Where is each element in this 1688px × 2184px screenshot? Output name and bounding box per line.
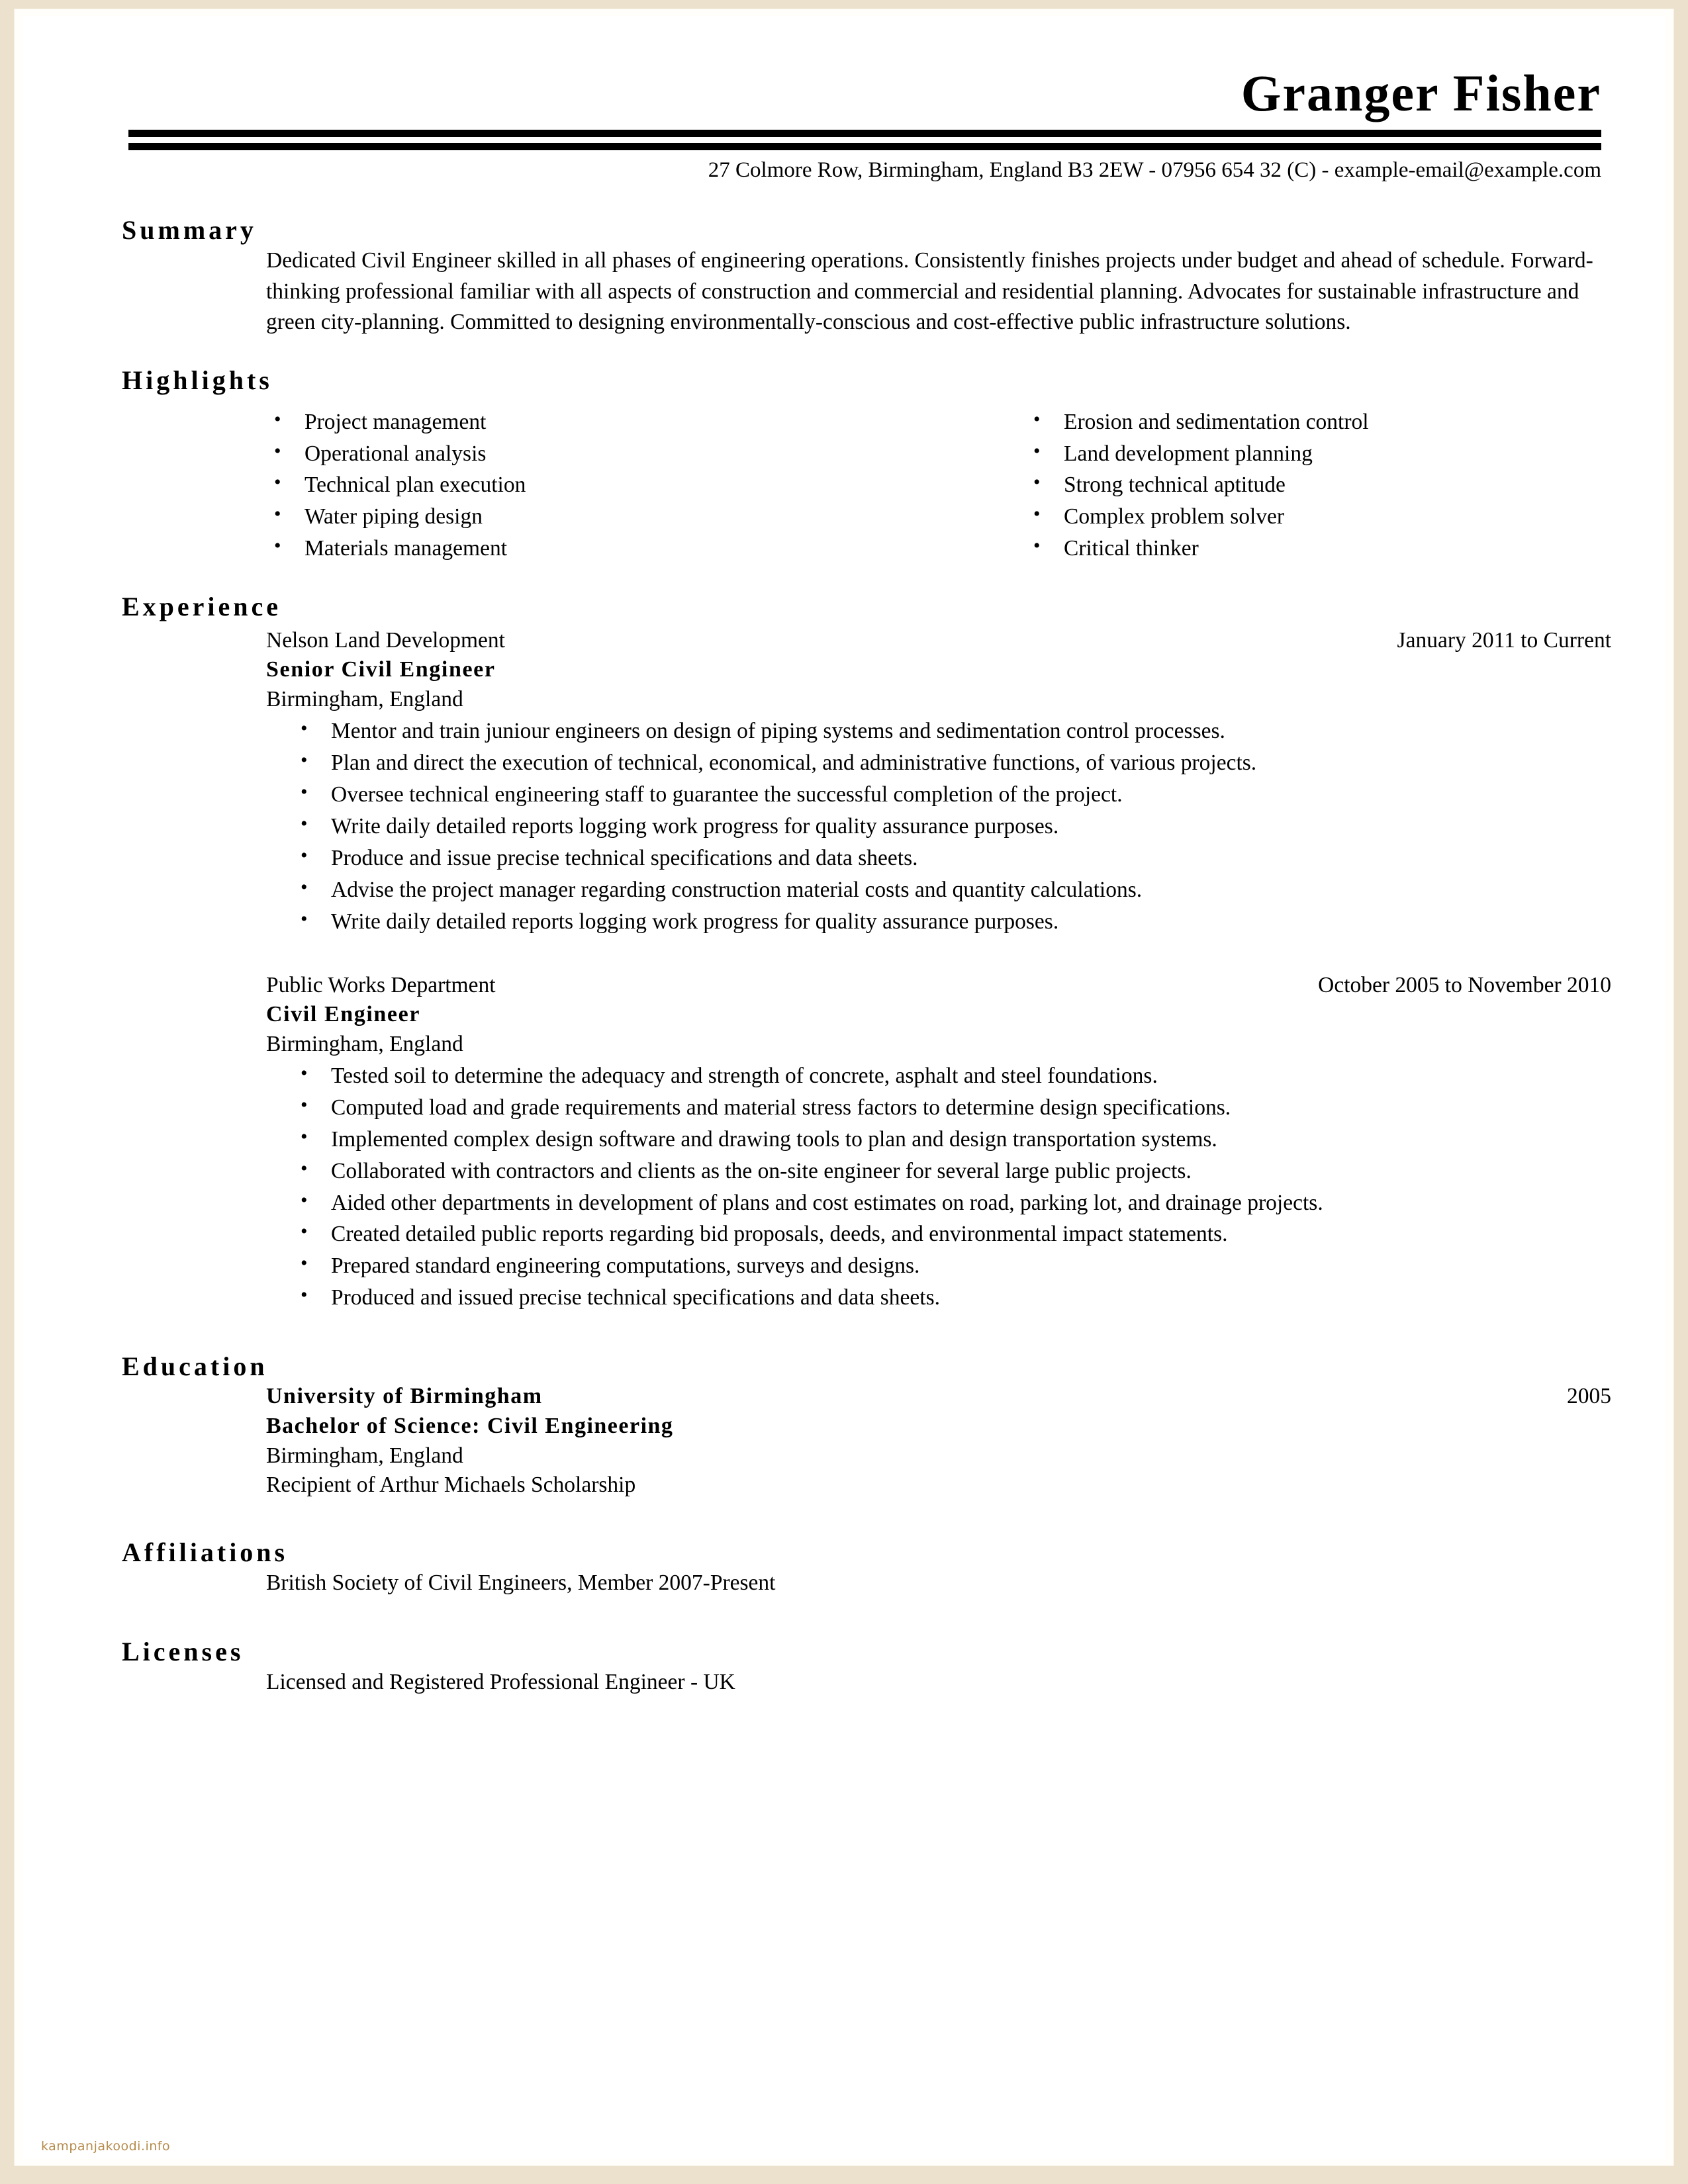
job-title: Senior Civil Engineer [266, 657, 496, 682]
licenses-body [266, 1667, 1611, 1698]
spacer-after-highlights [122, 565, 1611, 591]
education-note: Recipient of Arthur Michaels Scholarship [266, 1473, 636, 1498]
list-item: • Implemented complex design software and drawing tools to plan and design transportation systems. [293, 1124, 1611, 1156]
section-education [122, 1351, 1611, 1500]
page-sheet [15, 9, 1673, 2165]
list-item: • Erosion and sedimentation control [1025, 406, 1611, 438]
highlights-column-left [122, 406, 867, 565]
section-heading-summary: Summary [122, 215, 257, 245]
job-bullets [266, 715, 1611, 937]
highlights-column-right [867, 406, 1611, 565]
spacer-after-education [122, 1500, 1611, 1537]
job-title: Civil Engineer [266, 1001, 421, 1026]
list-item: • Computed load and grade requirements and material stress factors to determine design specifications. [293, 1092, 1611, 1124]
section-heading-highlights: Highlights [122, 365, 273, 395]
affiliations-text: British Society of Civil Engineers, Member 2007-Present [266, 1570, 776, 1596]
job-company: Nelson Land Development [266, 628, 505, 653]
experience-entry-2 [266, 971, 1611, 1314]
list-item: • Write daily detailed reports logging work progress for quality assurance purposes. [293, 811, 1611, 842]
site-watermark: kampanjakoodi.info [41, 2139, 171, 2154]
list-item: • Created detailed public reports regarding bid proposals, deeds, and environmental impact statements. [293, 1218, 1611, 1250]
list-item: • Collaborated with contractors and clients as the on-site engineer for several large public projects. [293, 1156, 1611, 1187]
job-header-row [266, 626, 1611, 655]
header-rule-bottom [128, 143, 1601, 150]
experience-body [266, 626, 1611, 1314]
experience-entry-1 [266, 626, 1611, 938]
list-item: • Complex problem solver [1025, 501, 1611, 533]
job-dates: January 2011 to Current [1397, 628, 1611, 653]
highlights-list-left [266, 406, 867, 565]
section-heading-licenses: Licenses [122, 1636, 244, 1666]
education-degree: Bachelor of Science: Civil Engineering [266, 1414, 674, 1438]
resume-header [128, 66, 1601, 183]
list-item: • Oversee technical engineering staff to guarantee the successful completion of the project. [293, 779, 1611, 811]
section-experience [122, 591, 1611, 1314]
header-rule-gap [128, 137, 1601, 143]
education-location: Birmingham, England [266, 1443, 463, 1468]
list-item: • Plan and direct the execution of technical, economical, and administrative functions, of various projects. [293, 747, 1611, 779]
resume-document [23, 16, 1665, 2159]
job-bullets [266, 1060, 1611, 1314]
job-location: Birmingham, England [266, 687, 463, 712]
list-item: • Mentor and train juniour engineers on design of piping systems and sedimentation control processes. [293, 715, 1611, 747]
header-double-rule [128, 130, 1601, 150]
section-licenses [122, 1636, 1611, 1698]
section-heading-affiliations: Affiliations [122, 1537, 289, 1568]
section-heading-education: Education [122, 1351, 268, 1382]
licenses-text: Licensed and Registered Professional Engineer - UK [266, 1669, 735, 1694]
spacer-after-experience [122, 1314, 1611, 1351]
header-rule-top [128, 130, 1601, 137]
list-item: • Materials management [266, 533, 867, 565]
list-item: • Critical thinker [1025, 533, 1611, 565]
education-header-row [266, 1382, 1611, 1412]
job-company: Public Works Department [266, 972, 496, 997]
resume-body [122, 214, 1611, 1698]
education-year: 2005 [1567, 1384, 1611, 1409]
section-highlights [122, 365, 1611, 565]
list-item: • Aided other departments in development of plans and cost estimates on road, parking lot, and drainage projects. [293, 1187, 1611, 1219]
list-item: • Water piping design [266, 501, 867, 533]
list-item: • Strong technical aptitude [1025, 469, 1611, 501]
spacer-after-affiliations [122, 1599, 1611, 1636]
list-item: • Land development planning [1025, 438, 1611, 470]
list-item: • Prepared standard engineering computations, surveys and designs. [293, 1250, 1611, 1282]
spacer-after-summary [122, 338, 1611, 365]
education-school: University of Birmingham [266, 1384, 543, 1409]
contact-line: 27 Colmore Row, Birmingham, England B3 2EW - 07956 654 32 (C) - example-email@example.com [708, 158, 1601, 182]
summary-paragraph: Dedicated Civil Engineer skilled in all phases of engineering operations. Consistently finishes projects under budget and ahead of schedule. Forward-thinking professional familiar with all aspects of construction and commercial and residential planning. Advocates for sustainable infrastructure and green city-planning. Committed to designing environmentally-conscious and cost-effective public infrastructure solutions. [266, 248, 1593, 335]
education-body [266, 1382, 1611, 1500]
list-item: • Advise the project manager regarding construction material costs and quantity calculations. [293, 874, 1611, 906]
highlights-columns [122, 406, 1611, 565]
candidate-name: Granger Fisher [1241, 64, 1601, 122]
highlights-list-right [1025, 406, 1611, 565]
section-affiliations [122, 1537, 1611, 1599]
list-item: • Tested soil to determine the adequacy and strength of concrete, asphalt and steel foundations. [293, 1060, 1611, 1092]
summary-body [266, 246, 1611, 338]
job-location: Birmingham, England [266, 1031, 463, 1056]
section-heading-experience: Experience [122, 592, 282, 622]
section-summary [122, 214, 1611, 338]
list-item: • Produce and issue precise technical specifications and data sheets. [293, 842, 1611, 874]
job-header-row [266, 971, 1611, 1000]
job-dates: October 2005 to November 2010 [1318, 972, 1611, 997]
list-item: • Operational analysis [266, 438, 867, 470]
list-item: • Produced and issued precise technical specifications and data sheets. [293, 1282, 1611, 1314]
spacer-between-jobs [266, 938, 1611, 967]
list-item: • Project management [266, 406, 867, 438]
affiliations-body [266, 1568, 1611, 1599]
list-item: • Write daily detailed reports logging work progress for quality assurance purposes. [293, 906, 1611, 938]
list-item: • Technical plan execution [266, 469, 867, 501]
